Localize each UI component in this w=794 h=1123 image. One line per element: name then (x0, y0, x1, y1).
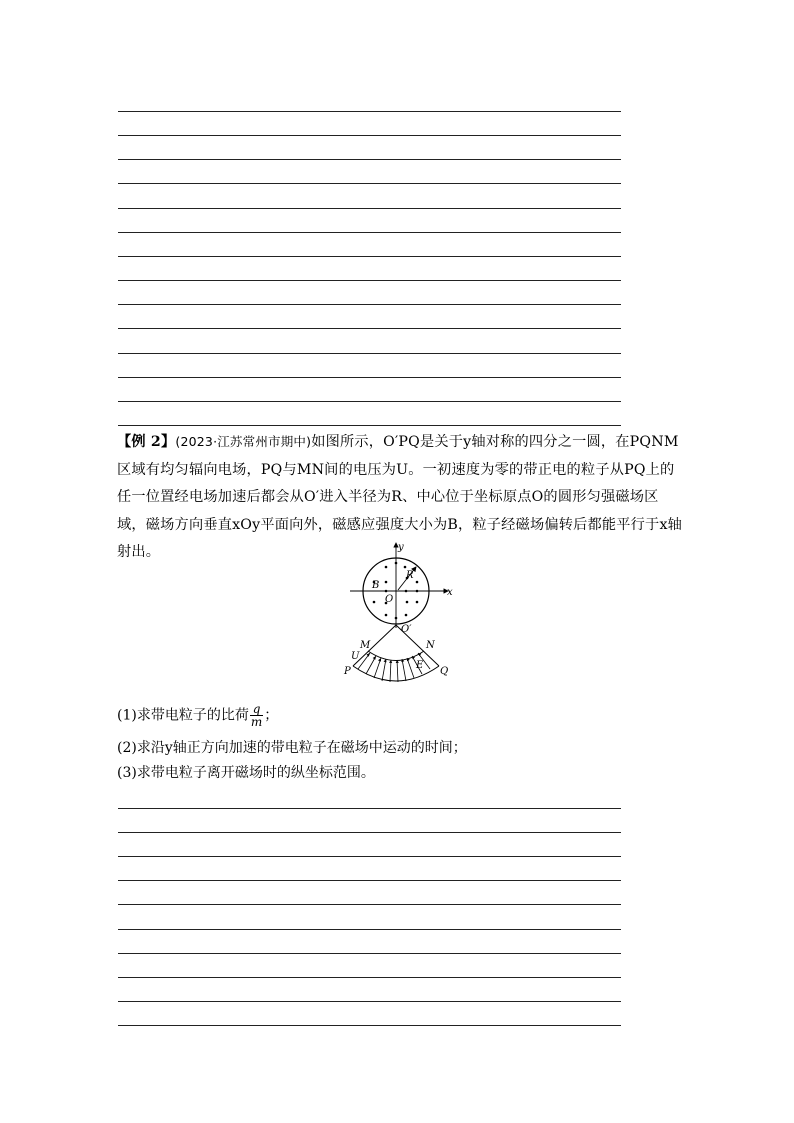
answer-line (118, 880, 621, 881)
label-B: B (372, 580, 380, 591)
answer-line (118, 425, 621, 426)
label-x: x (447, 587, 453, 598)
label-Q: Q (440, 666, 449, 677)
answer-line (118, 1025, 621, 1026)
answer-line (118, 111, 621, 112)
answer-line (118, 256, 621, 257)
answer-line (118, 232, 621, 233)
answer-line (118, 929, 621, 930)
label-E: E (416, 660, 424, 671)
question-1-text: (1)求带电粒子的比荷 (117, 707, 249, 724)
answer-line (118, 808, 621, 809)
label-O-prime: O′ (401, 624, 412, 635)
label-R: R (406, 570, 414, 581)
question-2: (2)求沿y轴正方向加速的带电粒子在磁场中运动的时间； (117, 740, 467, 756)
answer-line (118, 353, 621, 354)
label-U: U (351, 651, 360, 662)
answer-line (118, 904, 621, 905)
answer-line (118, 856, 621, 857)
question-1-suffix: ； (264, 707, 279, 724)
fraction-q-over-m (250, 703, 263, 728)
answer-line (118, 1001, 621, 1002)
answer-line (118, 304, 621, 305)
example-source: (2023·江苏常州市期中) (175, 434, 312, 449)
label-y: y (398, 542, 404, 553)
answer-line (118, 280, 621, 281)
answer-line (118, 953, 621, 954)
label-N: N (426, 640, 435, 651)
question-3: (3)求带电粒子离开磁场时的纵坐标范围。 (117, 765, 375, 781)
fraction-denominator: m (250, 715, 263, 729)
fraction-numerator: q (250, 703, 263, 716)
physics-figure (340, 540, 460, 686)
label-O: O (385, 594, 394, 605)
answer-line (118, 832, 621, 833)
answer-line (118, 977, 621, 978)
answer-line (118, 401, 621, 402)
answer-line (118, 183, 621, 184)
answer-line (118, 135, 621, 136)
question-1 (117, 703, 278, 728)
answer-line (118, 328, 621, 329)
answer-line (118, 208, 621, 209)
answer-line (118, 377, 621, 378)
label-M: M (360, 640, 371, 651)
example-text: 如图所示，O′PQ是关于y轴对称的四分之一圆，在PQNM区域有均匀辐向电场，PQ与MN间的电压为U。一初速度为零的带正电的粒子从PQ上的任一位置经电场加速后都会从O′进入半径为R、中心位于坐标原点O的圆形匀强磁场区域，磁场方向垂直xOy平面向外，磁感应强度大小为B，粒子经磁场偏转后都能平行于x轴射出。 (117, 434, 683, 560)
answer-line (118, 159, 621, 160)
example-tag: 【例 2】 (117, 434, 176, 450)
label-P: P (344, 666, 351, 677)
